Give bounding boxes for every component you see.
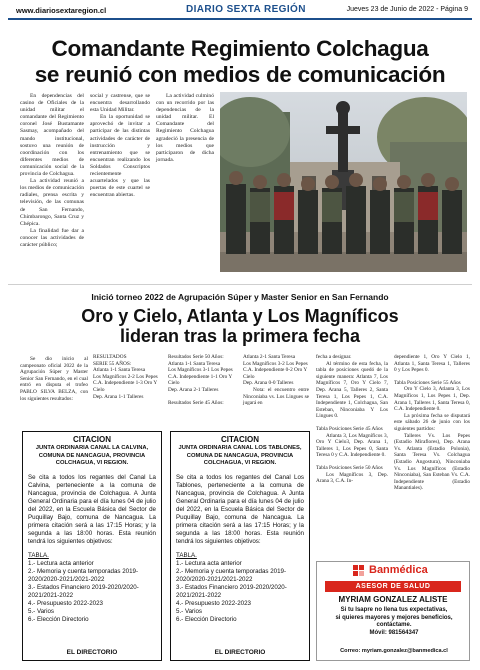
result-line: Dep. Arana 0-0 Talleres <box>243 380 294 387</box>
article-headline-torneo <box>8 306 472 346</box>
standings-heading: Tabla Posiciones Serie 55 Años <box>394 379 461 386</box>
agenda-item: 5.- Varios <box>28 607 55 615</box>
article-headline-regimiento <box>14 36 466 88</box>
citacion-body: Se cita a todos los regantes del Canal La Calvina, perteneciente a la comuna de Nancagua, provincia de Colchagua. A Junta General Ordinaria para el día lunes 04 de julio del 2022, en la Escuela Básica del Sector de Puquillay Bajo, comuna de Nancagua. La primera citación será a las 17:15 Horas; y la segunda a las 18:00 horas. Esta reunión tendrá los siguientes objetivos: <box>28 473 156 545</box>
result-line: Los Magníficos 2-2 Los Pepes <box>93 373 158 380</box>
citacion-signature: EL DIRECTORIO <box>66 649 118 656</box>
article2-column-results-50 <box>168 354 238 406</box>
citacion-signature: EL DIRECTORIO <box>214 649 266 656</box>
paragraph: La finalidad fue dar a conocer las actividades de carácter público; <box>20 227 84 248</box>
citacion-los-tablones <box>170 431 310 661</box>
standings-heading: Tabla Posiciones Serie 45 Años <box>316 425 383 432</box>
paragraph: La actividad culminó con un recorrido por las dependencias de la unidad militar. El Comandante del Regimiento Colchagua agradeció la presencia de los medios que participaron de dicha jornada. <box>156 93 214 163</box>
ad-message <box>321 607 467 637</box>
agenda-item: 3.- Estados Financiero 2019-2020/2020-2021/2021-2022 <box>28 583 139 599</box>
agenda-item: 6.- Elección Directorio <box>28 615 89 623</box>
paragraph: Los Magníficos 3, Dep. Arana 3, C.A. In- <box>316 471 388 485</box>
page-header <box>8 4 472 20</box>
article2-column-results-55 <box>93 354 163 400</box>
banmedica-ad[interactable] <box>316 561 470 661</box>
banmedica-logo-icon <box>353 565 365 577</box>
article2-column-results-45 <box>243 354 309 407</box>
paragraph: En la oportunidad se aprovechó de invitar a participar de las distintas actividades de carácter de instrucción y entrenamiento que se encuentran realizando los Soldados Conscriptos recientemente acuartelados y que las puertas de este cuartel se encuentran abiertas. <box>90 114 150 199</box>
agenda-item: 5.- Varios <box>176 607 203 615</box>
standings-heading: Tabla Posiciones Serie 50 Años <box>316 464 383 471</box>
ad-line: si quieres mayores y mejores beneficios, <box>335 614 453 621</box>
group-photo <box>220 92 467 272</box>
result-line: Los Magníficos 3-2 Los Pepes <box>243 360 308 367</box>
ad-line: Si tu Isapre no llena tus expectativas, <box>340 607 448 613</box>
agenda-item: 4.- Presupuesto 2022-2023 <box>28 599 103 607</box>
series-heading: Resultados Serie 50 Años: <box>168 354 224 360</box>
citacion-subtitle: JUNTA ORDINARIA CANAL LA CALVINA, COMUNA DE NANCAGUA, PROVINCIA COLCHAGUA, VI REGION. <box>35 445 149 466</box>
article2-kicker: Inició torneo 2022 de Agrupación Súper y Master Senior en San Fernando <box>91 292 389 302</box>
paragraph: Al término de esta fecha, la tabla de posiciones quedó de la siguiente manera: Atlanta 7, Los Magníficos 7, Oro Y Cielo 7, Dep. Arana 5, Talleres 2, Santa Teresa 1, Los Pepes 1, C.A. Independiente 1, Colchagua, San Esteban, Ninconiaba Y Los Lingues 0. <box>316 360 388 420</box>
result-line: C.A. Independiente 1-1 Oro Y Cielo <box>168 373 233 387</box>
result-line: Dep. Arana 2-1 Talleres <box>168 386 219 393</box>
result-line: Los Magníficos 3-1 Los Pepes <box>168 367 233 374</box>
citacion-agenda <box>23 552 161 624</box>
ad-role-band: ASESOR DE SALUD <box>325 581 461 592</box>
paragraph: En dependencias del casino de Oficiales de la unidad militar el comandante del Regimiento coronel José Bustamante Sasmay, acompañado del mando institucional, sostuvo una reunión de coordinación con los diferentes medios de comunicación social de la provincia de Colchagua. <box>20 93 84 178</box>
ad-line: contáctame. <box>376 622 412 629</box>
agenda-label: TABLA. <box>176 551 197 559</box>
headline-line-2: lideran tras la primera fecha <box>119 326 361 346</box>
paragraph: Oro Y Cielo 3, Atlanta 3, Los Magníficos 1, Los Pepes 1, Dep. Arana 1, Talleres 1, Santa Teresa 0, C.A. Independiente 0. <box>394 386 470 413</box>
note: Nota: el encuentro entre Ninconiaba vs. Los Lingues se jugará en <box>243 386 309 407</box>
paragraph: La próxima fecha se disputará este sábado 26 de junio con los siguientes partidos: <box>394 412 470 432</box>
result-line: C.A. Independiente 0-2 Oro Y Cielo <box>243 367 308 380</box>
ad-email[interactable]: Correo: myriam.gonzalez@banmedica.cl <box>340 648 448 654</box>
citacion-title: CITACION <box>220 435 260 444</box>
result-line: Atlanta 2-1 Santa Teresa <box>243 354 296 360</box>
advisor-name: MYRIAM GONZALEZ ALISTE <box>338 595 448 604</box>
headline-line-1: Oro y Cielo, Atlanta y Los Magníficos <box>81 306 399 326</box>
issue-date: Jueves 23 de Junio de 2022 - Página 9 <box>346 6 468 13</box>
paragraph: social y castrense, que se encuentra desarrollando esta Unidad Militar. <box>90 93 150 114</box>
series-heading: SERIE 55 AÑOS: <box>93 360 132 367</box>
agenda-label: TABLA. <box>28 551 49 559</box>
article1-column-3 <box>156 93 214 164</box>
paragraph: La actividad reunió a los medios de comunicación radiales, prensa escrita y televisión, de las comunas de San Fernando, Chimbarongo, Santa Cruz y Chépica. <box>20 178 84 227</box>
result-line: Dep. Arana 1-1 Talleres <box>93 393 144 400</box>
article2-intro: Se dio inicio al campeonato oficial 2022 de la Agrupación Súper y Master Senior San Fernando, en el cual entró en disputa el trofeo PABLO SILVA BELZA, con los siguientes resultados: <box>20 356 88 402</box>
agenda-item: 3.- Estados Financiero 2019-2020/2020-2021/2021-2022 <box>176 583 287 599</box>
article1-column-2 <box>90 93 150 199</box>
headline-line-1: Comandante Regimiento Colchagua <box>51 36 429 61</box>
result-line: C.A. Independiente 1-3 Oro Y Cielo <box>93 380 158 393</box>
paragraph: dependiente 1, Oro Y Cielo 1, Atlanta 1, Santa Teresa 1, Talleres 0 y Los Pepes 0. <box>394 354 470 374</box>
agenda-item: 4.- Presupuesto 2022-2023 <box>176 599 251 607</box>
ad-phone[interactable]: Móvil: 981564347 <box>369 629 419 636</box>
citacion-subtitle: JUNTA ORDINARIA CANAL LOS TABLONES, COMUNA DE NANCAGUA, PROVINCIA COLCHAGUA, VI REGION. <box>178 445 302 466</box>
paragraph: Talleres Vs. Los Pepes (Estadio Miraflores), Dep. Arana Vs. Atlanta (Estadio Polonia), Santa Teresa Vs. Colchagua (Estadio Angostura), Ninconiaba Vs. Los Magníficos (Estadio Ninconiaba), San Esteban Vs. C.A. Independiente (Estadio Manantiales). <box>394 432 470 492</box>
agenda-item: 2.- Memoria y cuenta temporadas 2019-2020/2020-2021/2021-2022 <box>176 567 287 583</box>
photo-illustration <box>220 92 467 272</box>
agenda-item: 2.- Memoria y cuenta temporadas 2019-2020/2020-2021/2021-2022 <box>28 567 139 583</box>
agenda-item: 6.- Elección Directorio <box>176 615 237 623</box>
result-line: Atlanta 1-1 Santa Teresa <box>168 360 221 367</box>
paragraph: fecha a designar. <box>316 354 352 360</box>
newspaper-name: DIARIO SEXTA REGIÓN <box>186 4 306 15</box>
citacion-agenda <box>171 552 309 624</box>
article2-column-next-fixture <box>394 354 470 492</box>
results-heading: RESULTADOS <box>93 354 127 360</box>
site-url[interactable]: www.diariosextaregion.cl <box>16 6 107 15</box>
section-divider <box>8 284 472 285</box>
citacion-title: CITACION <box>72 435 112 444</box>
result-line: Atlanta 1-1 Santa Teresa <box>93 367 146 374</box>
agenda-item: 1.- Lectura acta anterior <box>28 559 94 567</box>
headline-line-2: se reunió con medios de comunicación <box>34 62 446 87</box>
citacion-la-calvina <box>22 431 162 661</box>
series-heading: Resultados Serie 45 Años: <box>168 399 224 406</box>
article2-column-standings <box>316 354 388 485</box>
paragraph: Atlanta 3, Los Magníficos 3, Oro Y Cielo3, Dep. Arana 1, Talleres 1, Los Pepes 0, Santa Teresa 0 y C.A. Independiente 0. <box>316 432 388 459</box>
article1-column-1 <box>20 93 84 249</box>
citacion-body: Se cita a todos los regantes del Canal Los Tablones, perteneciente a la comuna de Nancagua, provincia de Colchagua. A Junta General Ordinaria para el día lunes 04 de julio del 2022, en la Escuela Básica del Sector de Puquillay Bajo, comuna de Nancagua. La primera citación será a las 17:15 Horas; y la segunda a las 18:00 horas. Esta reunión tendrá los siguientes objetivos: <box>176 473 304 545</box>
banmedica-logo-text: Banmédica <box>369 564 428 576</box>
agenda-item: 1.- Lectura acta anterior <box>176 559 242 567</box>
